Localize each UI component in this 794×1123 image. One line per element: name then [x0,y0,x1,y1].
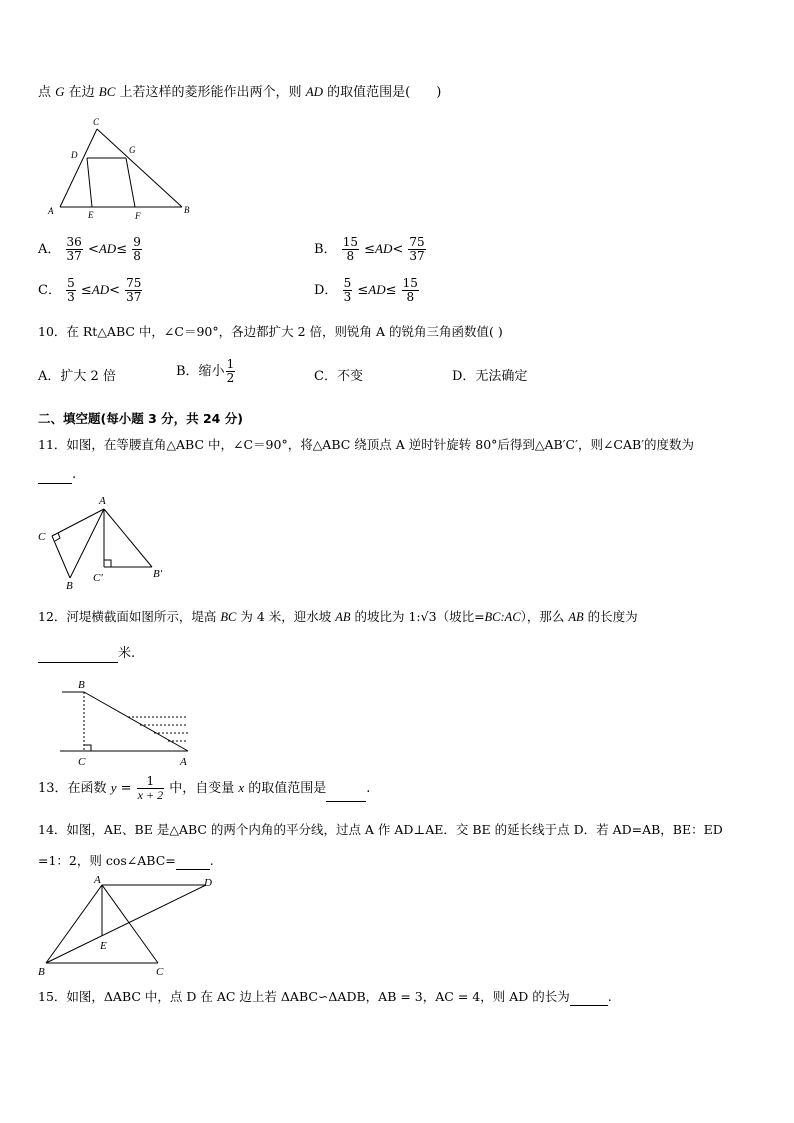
label-b: B [38,966,45,978]
label-c: C [156,966,164,978]
q11-figure [36,494,176,594]
q9-option-b[interactable] [314,236,427,263]
label-a: A [99,495,106,507]
label-b: B [66,580,73,592]
label-a: A [48,206,54,216]
label-b: B [78,679,85,691]
option-letter: B． [314,242,337,257]
q10-option-b[interactable] [176,358,236,385]
label-g: G [129,145,136,155]
q9-text: 上若这样的菱形能作出两个，则 [115,85,306,100]
var-ad: AD [375,241,393,256]
label-c: C [38,531,46,543]
q9-var-bc: BC [98,84,116,99]
option-letter: A． [38,242,61,257]
punct: . [72,467,77,482]
q9-option-c[interactable] [38,277,143,304]
q11-answer-line [38,466,76,484]
fraction: $\frac{5}{3}$ [67,276,75,304]
label-d: D [204,877,212,889]
q12-answer-line [38,645,135,663]
option-letter: D． [314,283,338,298]
q9-option-a[interactable] [38,236,143,263]
q14-stem-line2: =1：2，则 cos∠ABC= . [38,853,214,868]
label-c: C [78,756,86,768]
label-b-prime: B′ [153,568,163,580]
label-d: D [71,150,78,160]
q9-var-g: G [55,84,65,99]
var-ad: AD [98,241,117,256]
fraction: $\frac{15}{8}$ [402,276,418,304]
q15-stem: 15．如图，ΔABC 中，点 D 在 AC 边上若 ΔABC∽ΔADB，AB = 3，AC = 4，则 AD 的长为 . [38,989,612,1004]
q11-stem: 11．如图，在等腰直角△ABC 中，∠C＝90°，将△ABC 绕顶点 A 逆时针旋转 80°后得到△AB′C′，则∠CAB′的度数为 [38,437,695,452]
q14-stem: 14．如图，AE、BE 是△ABC 的两个内角的平分线，过点 A 作 AD⊥AE．交 BE 的延长线于点 D．若 AD=AB，BE：ED [38,822,723,837]
q9-option-d[interactable] [314,277,420,304]
q9-text: 在边 [64,85,99,100]
q9-stem [38,83,441,102]
q10-option-d[interactable]: D．无法确定 [452,369,528,384]
label-c-prime: C′ [93,572,103,584]
fraction: $\frac{75}{37}$ [409,235,425,263]
q9-figure [40,112,200,224]
fraction: $\frac{9}{8}$ [133,235,141,263]
fraction: $\frac{75}{37}$ [126,276,142,304]
fraction: $\frac{1}{x + 2}$ [137,774,164,802]
unit: 米. [118,646,136,661]
label-c: C [93,117,100,127]
var-ad: AD [368,282,386,297]
q10-option-a[interactable]: A．扩大 2 倍 [38,369,116,384]
q14-figure [34,872,224,982]
sqrt-3: √3 [420,609,437,624]
q9-text: 的取值范围是( ) [323,85,442,100]
fraction: $\frac{15}{8}$ [342,235,358,263]
section-title: 二、填空题(每小题 3 分，共 24 分) [38,411,243,426]
operator: ≤ [357,283,369,298]
q10-stem: 10．在 Rt△ABC 中，∠C＝90°，各边都扩大 2 倍，则锐角 A 的锐角三角函数值( ) [38,324,503,339]
q12-stem: 12．河堤横截面如图所示，堤高 BC 为 4 米，迎水坡 AB 的坡比为 1:√3（坡比=BC:AC），那么 AB 的长度为 [38,609,638,624]
label-f: F [135,211,141,221]
fraction: $\frac{1}{2}$ [226,357,235,385]
q9-text: 点 [38,85,56,100]
operator: ≤ [116,242,128,257]
fraction: $\frac{36}{37}$ [66,235,82,263]
answer-blank[interactable] [38,469,72,484]
option-letter: C． [38,283,61,298]
answer-blank[interactable] [176,855,210,870]
fraction: $\frac{5}{3}$ [343,276,352,304]
label-e: E [88,210,94,220]
q13-stem: 13．在函数 y = $\frac{1}{x + 2}$ 中，自变量 x 的取值范围是 . [38,774,371,802]
operator: ≤ [385,283,397,298]
label-a: A [180,756,187,768]
var-ad: AD [91,282,110,297]
operator: < [392,242,404,257]
q9-var-ad: AD [305,84,324,99]
operator: ≤ [364,242,376,257]
q12-figure [58,676,208,771]
operator: ≤ [80,283,92,298]
q10-option-c[interactable]: C．不变 [314,369,363,384]
answer-blank[interactable] [570,991,608,1006]
operator: < [87,242,99,257]
answer-blank[interactable] [38,648,118,663]
label-b: B [184,205,190,215]
option-label: B．缩小 [176,364,225,379]
answer-blank[interactable] [326,787,366,802]
operator: < [109,283,121,298]
label-a: A [94,874,101,886]
label-e: E [100,940,107,952]
